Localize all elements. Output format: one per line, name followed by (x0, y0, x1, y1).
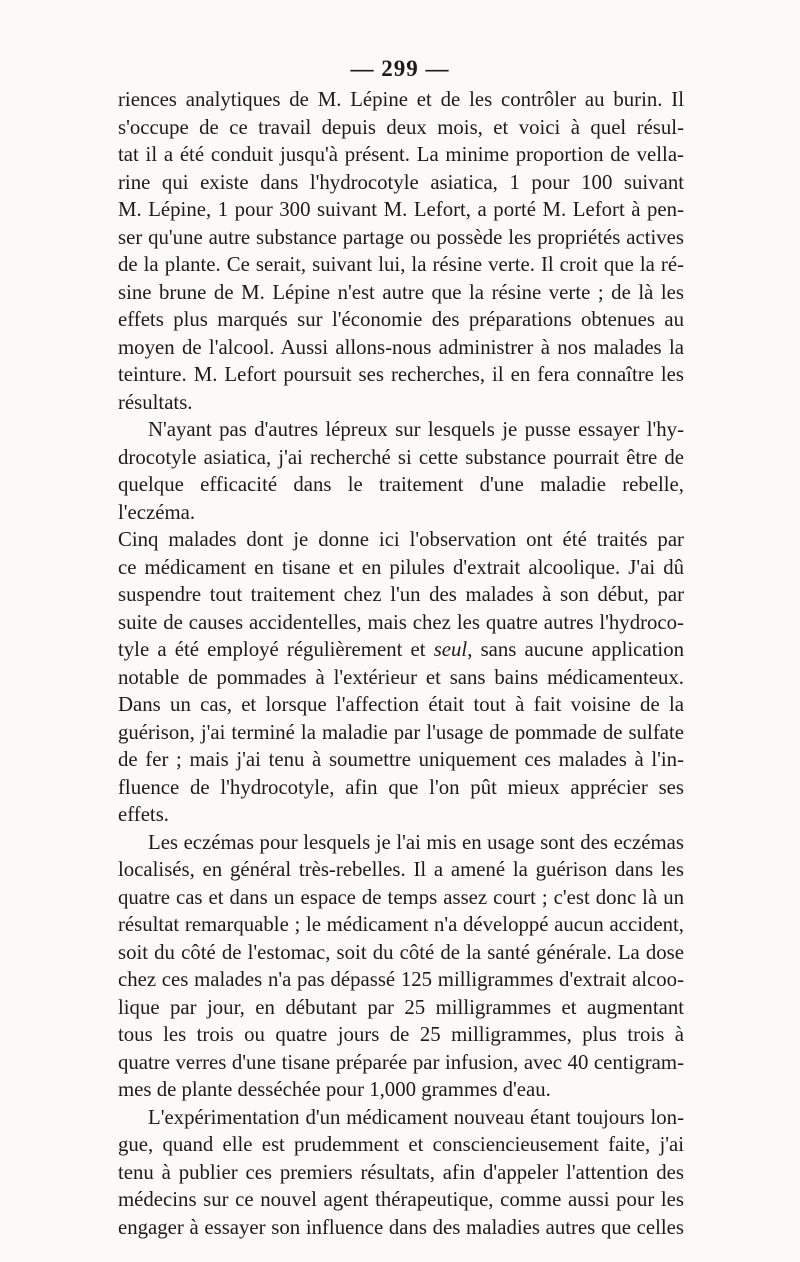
text-line: fluence de l'hydrocotyle, afin que l'on pût mieux apprécier ses (118, 775, 684, 799)
text-line: gue, quand elle est prudemment et consciencieusement faite, j'ai (118, 1133, 684, 1156)
text-line: chez ces malades n'a pas dépassé 125 milligrammes d'extrait alcoo- (118, 968, 684, 991)
text-line: tyle a été employé régulièrement et seul, sans aucune application (118, 638, 684, 661)
text-line: quelque efficacité dans le traitement d'une maladie rebelle, l'eczéma. (118, 473, 684, 524)
text-line: résultat remarquable ; le médicament n'a développé aucun accident, (118, 913, 684, 936)
text-line: tat il a été conduit jusqu'à présent. La minime proportion de vella- (118, 143, 684, 166)
text-line: M. Lépine, 1 pour 300 suivant M. Lefort, a porté M. Lefort à pen- (118, 198, 684, 221)
text-line: de la plante. Ce serait, suivant lui, la résine verte. Il croit que la ré- (118, 253, 684, 276)
text-line: quatre verres d'une tisane préparée par infusion, avec 40 centigram- (118, 1050, 684, 1074)
text-line: notable de pommades à l'extérieur et sans bains médicamenteux. (118, 665, 684, 689)
text-line: guérison, j'ai terminé la maladie par l'usage de pommade de sulfate (118, 720, 684, 744)
text-line: soit du côté de l'estomac, soit du côté de la santé générale. La dose (118, 940, 684, 964)
paragraph-1 (118, 86, 684, 416)
text-line: de fer ; mais j'ai tenu à soumettre uniquement ces malades à l'in- (118, 748, 684, 771)
text-line: effets. (118, 803, 170, 826)
paragraph-3 (118, 829, 684, 1104)
text-line: effets plus marqués sur l'économie des préparations obtenues au (118, 308, 684, 331)
text-line: Les eczémas pour lesquels je l'ai mis en usage sont des eczémas (148, 830, 684, 854)
text-line: mes de plante desséchée pour 1,000 grammes d'eau. (118, 1078, 551, 1101)
emphasis: seul (433, 638, 468, 661)
text-line: suite de causes accidentelles, mais chez les quatre autres l'hydroco- (118, 610, 684, 634)
text-line: quatre cas et dans un espace de temps assez court ; c'est donc là un (118, 885, 684, 909)
text-line: teinture. M. Lefort poursuit ses recherches, il en fera connaître les (118, 363, 684, 386)
body-text (118, 86, 684, 1241)
text-line: tenu à publier ces premiers résultats, afin d'appeler l'attention des (118, 1160, 684, 1184)
text-line: s'occupe de ce travail depuis deux mois, et voici à quel résul- (118, 115, 684, 139)
text-line: ser qu'une autre substance partage ou possède les propriétés actives (118, 225, 684, 249)
text-line: suspendre tout traitement chez l'un des malades à son début, par (118, 583, 684, 606)
text-line: Cinq malades dont je donne ici l'observation ont été traités par (118, 528, 684, 551)
text-line: L'expérimentation d'un médicament nouveau étant toujours lon- (148, 1105, 684, 1129)
text-line: lique par jour, en débutant par 25 milligrammes et augmentant (118, 995, 684, 1019)
text-line: Dans un cas, et lorsque l'affection était tout à fait voisine de la (118, 693, 684, 716)
text-line: N'ayant pas d'autres lépreux sur lesquels je pusse essayer l'hy- (148, 418, 684, 441)
text-line: résultats. (118, 390, 193, 414)
paragraph-4 (118, 1104, 684, 1242)
text-line: moyen de l'alcool. Aussi allons-nous administrer à nos malades la (118, 335, 684, 359)
text-line: localisés, en général très-rebelles. Il a amené la guérison dans les (118, 858, 684, 881)
paragraph-2 (118, 416, 684, 829)
text-line: ce médicament en tisane et en pilules d'extrait alcoolique. J'ai dû (118, 555, 684, 579)
text-line: tous les trois ou quatre jours de 25 milligrammes, plus trois à (118, 1023, 684, 1046)
text-line: sine brune de M. Lépine n'est autre que la résine verte ; de là les (118, 280, 684, 304)
page-number: — 299 — (350, 56, 450, 81)
text-line: engager à essayer son influence dans des maladies autres que celles (118, 1215, 684, 1239)
text-line: riences analytiques de M. Lépine et de les contrôler au burin. Il (118, 88, 684, 111)
text-line: drocotyle asiatica, j'ai recherché si cette substance pourrait être de (118, 445, 684, 469)
text-line: rine qui existe dans l'hydrocotyle asiatica, 1 pour 100 suivant (118, 170, 684, 194)
text-line: médecins sur ce nouvel agent thérapeutique, comme aussi pour les (118, 1188, 684, 1211)
